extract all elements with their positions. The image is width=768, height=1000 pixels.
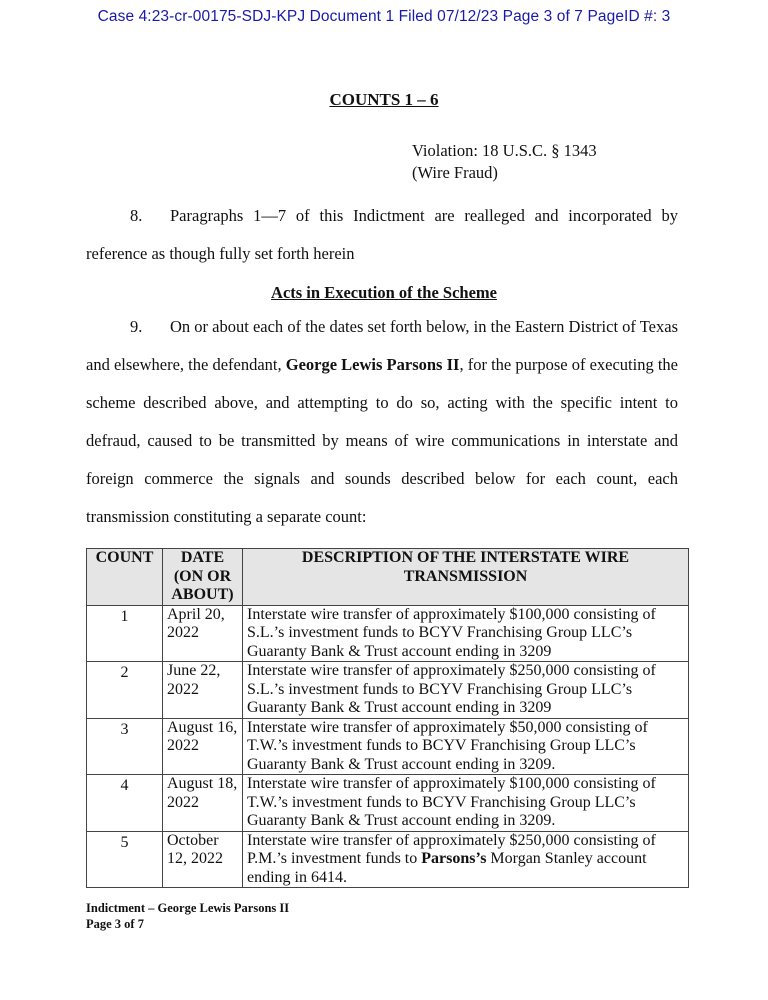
description-cell: Interstate wire transfer of approximately $100,000 consisting of S.L.’s investment funds to BCYV Franchising Group LLC’s Guaranty Bank & Trust account ending in 3209 [243, 605, 689, 662]
column-header-description: DESCRIPTION OF THE INTERSTATE WIRE TRANSMISSION [243, 549, 689, 606]
description-cell: Interstate wire transfer of approximately $250,000 consisting of S.L.’s investment funds to BCYV Franchising Group LLC’s Guaranty Bank & Trust account ending in 3209 [243, 662, 689, 719]
date-cell: April 20, 2022 [163, 605, 243, 662]
footer-page-number: Page 3 of 7 [86, 917, 144, 931]
paragraph-text: On or about each of the dates set forth below, in the Eastern District of Texas and elsewhere, the defendant, [86, 317, 678, 374]
description-text-continued: Morgan Stanley account ending in 6414. [247, 850, 647, 886]
table-row [87, 831, 689, 888]
description-text: Interstate wire transfer of approximately $250,000 consisting of P.M.’s investment funds to [247, 831, 656, 867]
table-row [87, 718, 689, 775]
paragraph-number: 9. [130, 317, 143, 336]
defendant-name: Parsons’s [421, 850, 487, 867]
paragraph-text-continued: , for the purpose of executing the scheme described above, and attempting to do so, acting with the specific intent to defraud, caused to be transmitted by means of wire communications in interstate and foreign commerce the signals and sounds described below for each count, each transmission constituting a separate count: [86, 355, 679, 526]
count-cell: 5 [87, 831, 163, 888]
paragraph-number: 8. [130, 206, 143, 225]
date-cell: October 12, 2022 [163, 831, 243, 888]
table-row [87, 605, 689, 662]
count-cell: 1 [87, 605, 163, 662]
violation-type: (Wire Fraud) [412, 163, 498, 182]
page-footer [86, 900, 289, 932]
paragraph-text: Paragraphs 1—7 of this Indictment are realleged and incorporated by reference as though fully set forth herein [86, 206, 678, 263]
violation-statute: Violation: 18 U.S.C. § 1343 [412, 141, 597, 160]
description-cell: Interstate wire transfer of approximately $100,000 consisting of T.W.’s investment funds to BCYV Franchising Group LLC’s Guaranty Bank & Trust account ending in 3209. [243, 775, 689, 832]
description-cell [243, 831, 689, 888]
date-cell: August 16, 2022 [163, 718, 243, 775]
section-title: COUNTS 1 – 6 [329, 90, 439, 109]
column-header-date: DATE (ON OR ABOUT) [163, 549, 243, 606]
count-cell: 2 [87, 662, 163, 719]
date-cell: August 18, 2022 [163, 775, 243, 832]
case-header: Case 4:23-cr-00175-SDJ-KPJ Document 1 Filed 07/12/23 Page 3 of 7 PageID #: 3 [97, 8, 671, 25]
paragraph-9 [86, 308, 678, 536]
count-cell: 4 [87, 775, 163, 832]
count-cell: 3 [87, 718, 163, 775]
defendant-name: George Lewis Parsons II [285, 355, 460, 374]
table-row [87, 662, 689, 719]
subheading: Acts in Execution of the Scheme [271, 283, 497, 302]
violation-block [412, 140, 597, 184]
footer-title: Indictment – George Lewis Parsons II [86, 901, 290, 915]
table-header-row [87, 549, 689, 606]
paragraph-8 [86, 197, 678, 273]
table-row [87, 775, 689, 832]
description-cell: Interstate wire transfer of approximately $50,000 consisting of T.W.’s investment funds to BCYV Franchising Group LLC’s Guaranty Bank & Trust account ending in 3209. [243, 718, 689, 775]
column-header-count: COUNT [87, 549, 163, 606]
date-cell: June 22, 2022 [163, 662, 243, 719]
counts-table [86, 548, 689, 888]
